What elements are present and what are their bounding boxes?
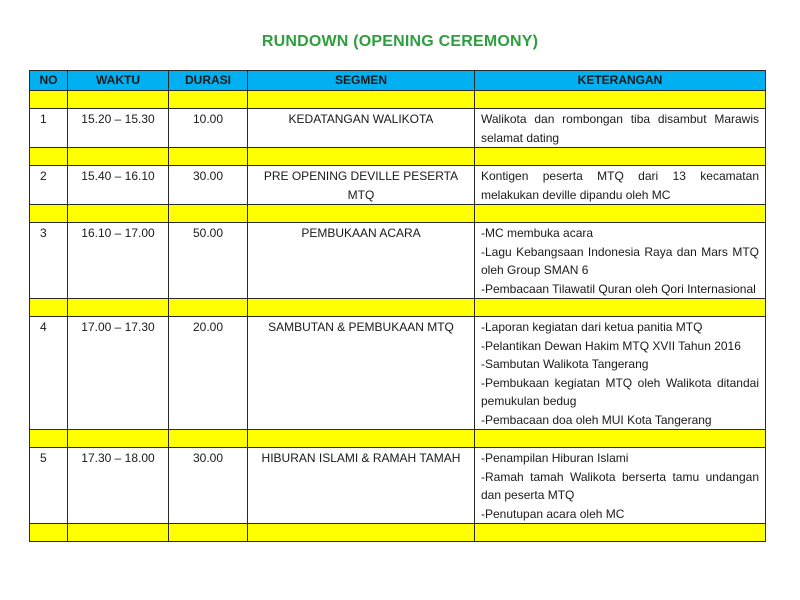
cell-keterangan — [475, 223, 766, 299]
keterangan-line: -Penutupan acara oleh MC — [481, 506, 625, 521]
spacer-cell — [169, 148, 248, 166]
spacer-cell — [248, 524, 475, 542]
spacer-cell — [475, 148, 766, 166]
keterangan-line: -Pelantikan Dewan Hakim MTQ XVII Tahun 2016 — [481, 338, 741, 353]
spacer-row — [30, 430, 766, 448]
spacer-cell — [68, 148, 169, 166]
spacer-cell — [30, 148, 68, 166]
header-waktu: WAKTU — [68, 71, 169, 91]
cell-segmen: PRE OPENING DEVILLE PESERTA MTQ — [248, 166, 475, 205]
cell-durasi: 30.00 — [169, 166, 248, 205]
table-row — [30, 166, 766, 205]
spacer-cell — [475, 205, 766, 223]
table-header-row — [30, 71, 766, 91]
keterangan-line: -Pembacaan Tilawatil Quran oleh Qori Internasional — [481, 281, 756, 296]
spacer-cell — [30, 430, 68, 448]
header-no: NO — [30, 71, 68, 91]
spacer-cell — [248, 91, 475, 109]
spacer-cell — [169, 205, 248, 223]
keterangan-line: -Ramah tamah Walikota berserta tamu undangan dan peserta MTQ — [481, 469, 759, 502]
spacer-cell — [30, 299, 68, 317]
cell-segmen: KEDATANGAN WALIKOTA — [248, 109, 475, 148]
spacer-row — [30, 524, 766, 542]
spacer-cell — [30, 524, 68, 542]
keterangan-line: -Pembukaan kegiatan MTQ oleh Walikota ditandai pemukulan bedug — [481, 375, 759, 408]
spacer-cell — [68, 299, 169, 317]
spacer-cell — [475, 299, 766, 317]
cell-keterangan — [475, 317, 766, 430]
cell-waktu: 17.30 – 18.00 — [68, 448, 169, 524]
keterangan-line: -Lagu Kebangsaan Indonesia Raya dan Mars MTQ oleh Group SMAN 6 — [481, 244, 759, 277]
spacer-cell — [248, 205, 475, 223]
keterangan-line: -Penampilan Hiburan Islami — [481, 451, 629, 465]
cell-waktu: 15.40 – 16.10 — [68, 166, 169, 205]
table-row — [30, 109, 766, 148]
header-segmen: SEGMEN — [248, 71, 475, 91]
cell-keterangan — [475, 166, 766, 205]
spacer-row — [30, 205, 766, 223]
cell-durasi: 50.00 — [169, 223, 248, 299]
spacer-cell — [30, 205, 68, 223]
header-keterangan: KETERANGAN — [475, 71, 766, 91]
cell-durasi: 10.00 — [169, 109, 248, 148]
cell-waktu: 17.00 – 17.30 — [68, 317, 169, 430]
cell-segmen: SAMBUTAN & PEMBUKAAN MTQ — [248, 317, 475, 430]
spacer-cell — [248, 430, 475, 448]
keterangan-line: -MC membuka acara — [481, 226, 594, 240]
spacer-cell — [169, 299, 248, 317]
table-body — [30, 71, 766, 542]
table-row — [30, 317, 766, 430]
cell-no: 5 — [30, 448, 68, 524]
spacer-cell — [248, 299, 475, 317]
cell-keterangan — [475, 448, 766, 524]
cell-no: 4 — [30, 317, 68, 430]
spacer-cell — [475, 91, 766, 109]
cell-segmen: HIBURAN ISLAMI & RAMAH TAMAH — [248, 448, 475, 524]
keterangan-line: -Laporan kegiatan dari ketua panitia MTQ — [481, 320, 703, 334]
spacer-cell — [68, 91, 169, 109]
rundown-table — [29, 70, 766, 542]
spacer-cell — [68, 205, 169, 223]
spacer-cell — [169, 430, 248, 448]
page-title: RUNDOWN (OPENING CEREMONY) — [261, 33, 539, 50]
header-durasi: DURASI — [169, 71, 248, 91]
cell-no: 1 — [30, 109, 68, 148]
keterangan-line: Walikota dan rombongan tiba disambut Marawis selamat dating — [481, 112, 759, 145]
cell-no: 2 — [30, 166, 68, 205]
spacer-row — [30, 299, 766, 317]
cell-durasi: 30.00 — [169, 448, 248, 524]
table-row — [30, 223, 766, 299]
cell-keterangan — [475, 109, 766, 148]
spacer-cell — [169, 91, 248, 109]
cell-durasi: 20.00 — [169, 317, 248, 430]
cell-segmen: PEMBUKAAN ACARA — [248, 223, 475, 299]
spacer-cell — [30, 91, 68, 109]
spacer-cell — [68, 430, 169, 448]
cell-no: 3 — [30, 223, 68, 299]
spacer-row — [30, 91, 766, 109]
keterangan-line: Kontigen peserta MTQ dari 13 kecamatan melakukan deville dipandu oleh MC — [481, 169, 759, 202]
cell-waktu: 16.10 – 17.00 — [68, 223, 169, 299]
spacer-cell — [248, 148, 475, 166]
keterangan-line: -Pembacaan doa oleh MUI Kota Tangerang — [481, 412, 712, 427]
keterangan-line: -Sambutan Walikota Tangerang — [481, 357, 649, 371]
spacer-cell — [68, 524, 169, 542]
spacer-cell — [475, 524, 766, 542]
spacer-cell — [475, 430, 766, 448]
table-row — [30, 448, 766, 524]
spacer-row — [30, 148, 766, 166]
cell-waktu: 15.20 – 15.30 — [68, 109, 169, 148]
spacer-cell — [169, 524, 248, 542]
